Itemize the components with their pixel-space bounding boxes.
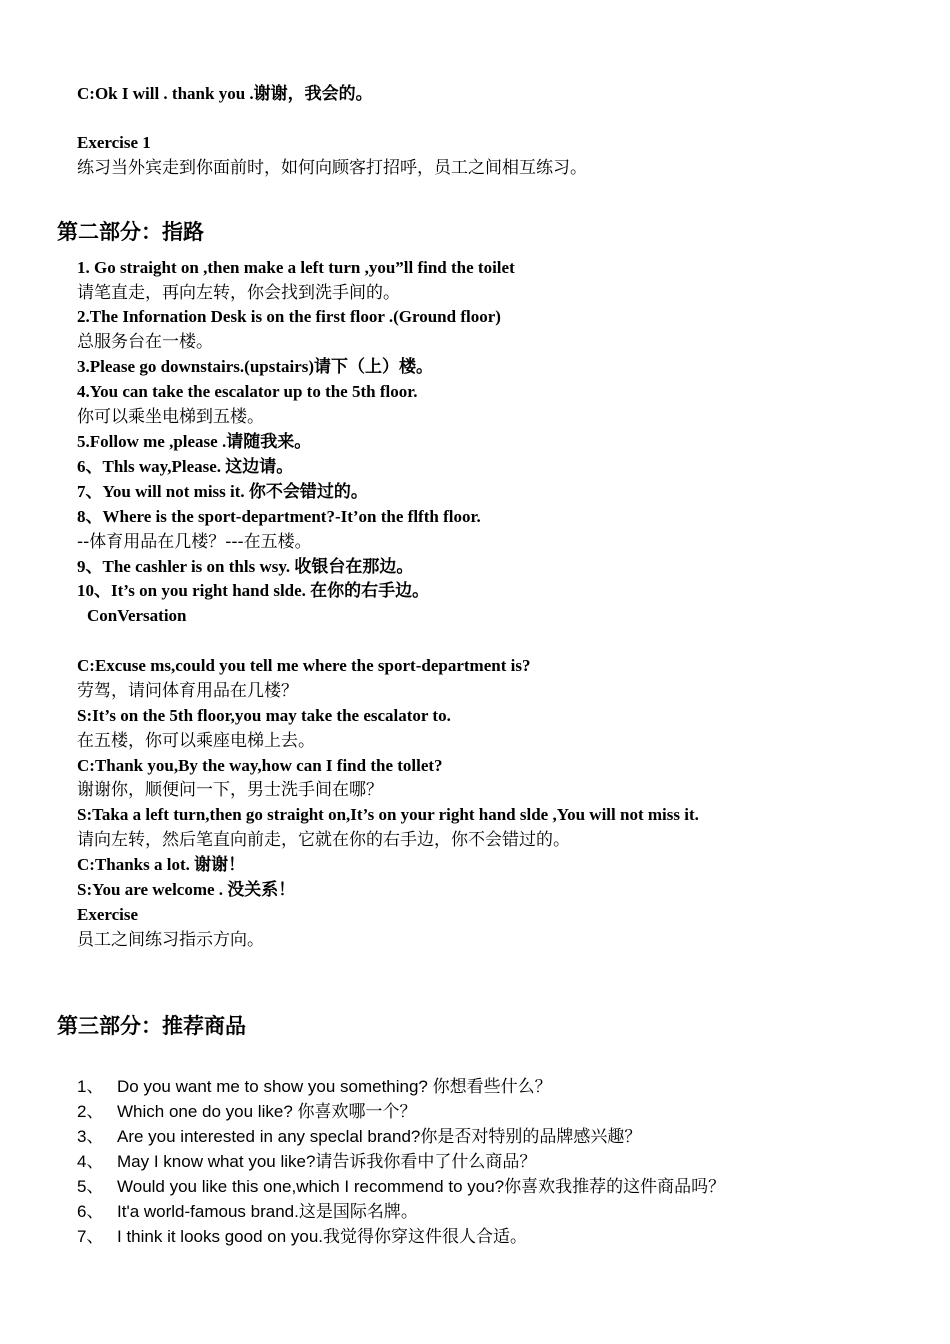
closing-line: C:Ok I will . thank you .谢谢，我会的。 <box>77 84 373 103</box>
item-text: It'a world-famous brand.这是国际名牌。 <box>117 1202 418 1221</box>
phrase-line: 10、It’s on you right hand slde. 在你的右手边。 <box>77 581 430 600</box>
recommend-item <box>77 1076 552 1098</box>
conversation-line: C:Thank you,By the way,how can I find the tollet? <box>77 756 443 775</box>
phrase-line: 1. Go straight on ,then make a left turn ,you”ll find the toilet <box>77 258 515 277</box>
item-number: 5、 <box>77 1177 104 1196</box>
item-number: 2、 <box>77 1102 104 1121</box>
item-text: Would you like this one,which I recommend to you?你喜欢我推荐的这件商品吗？ <box>117 1177 726 1196</box>
recommend-item <box>77 1151 536 1173</box>
item-text: I think it looks good on you.我觉得你穿这件很人合适。 <box>117 1227 528 1246</box>
phrase-line: 9、The cashler is on thls wsy. 收银台在那边。 <box>77 557 414 576</box>
recommend-item <box>77 1201 418 1223</box>
conversation-line: C:Thanks a lot. 谢谢！ <box>77 855 246 874</box>
phrase-line: 6、Thls way,Please. 这边请。 <box>77 457 294 476</box>
item-number: 3、 <box>77 1127 104 1146</box>
conversation-line: 请向左转，然后笔直向前走，它就在你的右手边，你不会错过的。 <box>77 830 570 850</box>
phrase-line: 3.Please go downstairs.(upstairs)请下（上）楼。 <box>77 357 434 376</box>
phrase-line: 2.The Infornation Desk is on the first floor .(Ground floor) <box>77 307 501 326</box>
conversation-line: S:You are welcome . 没关系！ <box>77 880 296 899</box>
phrase-line: 4.You can take the escalator up to the 5th floor. <box>77 382 418 401</box>
exercise-2-title: Exercise <box>77 905 139 924</box>
phrase-line: 5.Follow me ,please .请随我来。 <box>77 432 312 451</box>
exercise-2-description: 员工之间练习指示方向。 <box>77 930 264 950</box>
recommend-item <box>77 1126 641 1148</box>
item-number: 6、 <box>77 1202 104 1221</box>
conversation-line: S:It’s on the 5th floor,you may take the escalator to. <box>77 706 451 725</box>
conversation-line: 劳驾，请问体育用品在几楼？ <box>77 681 298 701</box>
item-number: 4、 <box>77 1152 104 1171</box>
exercise-1-description: 练习当外宾走到你面前时，如何向顾客打招呼，员工之间相互练习。 <box>77 158 587 178</box>
phrase-line: 7、You will not miss it. 你不会错过的。 <box>77 482 368 501</box>
conversation-line: C:Excuse ms,could you tell me where the sport-department is? <box>77 656 531 675</box>
item-text: Do you want me to show you something? 你想看些什么？ <box>117 1077 552 1096</box>
exercise-1-title: Exercise 1 <box>77 133 151 152</box>
conversation-line: S:Taka a left turn,then go straight on,It’s on your right hand slde ,You will not miss it. <box>77 805 699 824</box>
recommend-item <box>77 1101 417 1123</box>
recommend-item <box>77 1226 527 1248</box>
recommend-item <box>77 1176 725 1198</box>
item-text: Which one do you like? 你喜欢哪一个？ <box>117 1102 417 1121</box>
part-2-heading: 第二部分：指路 <box>57 220 204 244</box>
item-text: May I know what you like?请告诉我你看中了什么商品？ <box>117 1152 537 1171</box>
conversation-line: 在五楼，你可以乘座电梯上去。 <box>77 731 315 751</box>
item-number: 1、 <box>77 1077 104 1096</box>
phrase-line: 总服务台在一楼。 <box>77 332 213 352</box>
conversation-title: ConVersation <box>87 606 187 625</box>
item-number: 7、 <box>77 1227 104 1246</box>
conversation-line: 谢谢你，顺便问一下，男士洗手间在哪？ <box>77 780 383 800</box>
phrase-line: 请笔直走，再向左转，你会找到洗手间的。 <box>77 283 400 303</box>
phrase-line: 你可以乘坐电梯到五楼。 <box>77 407 264 427</box>
phrase-line: 8、Where is the sport-department?-It’on the flfth floor. <box>77 507 481 526</box>
phrase-line: --体育用品在几楼？---在五楼。 <box>77 532 312 552</box>
item-text: Are you interested in any speclal brand?你是否对特别的品牌感兴趣？ <box>117 1127 642 1146</box>
part-3-heading: 第三部分：推荐商品 <box>57 1014 246 1038</box>
